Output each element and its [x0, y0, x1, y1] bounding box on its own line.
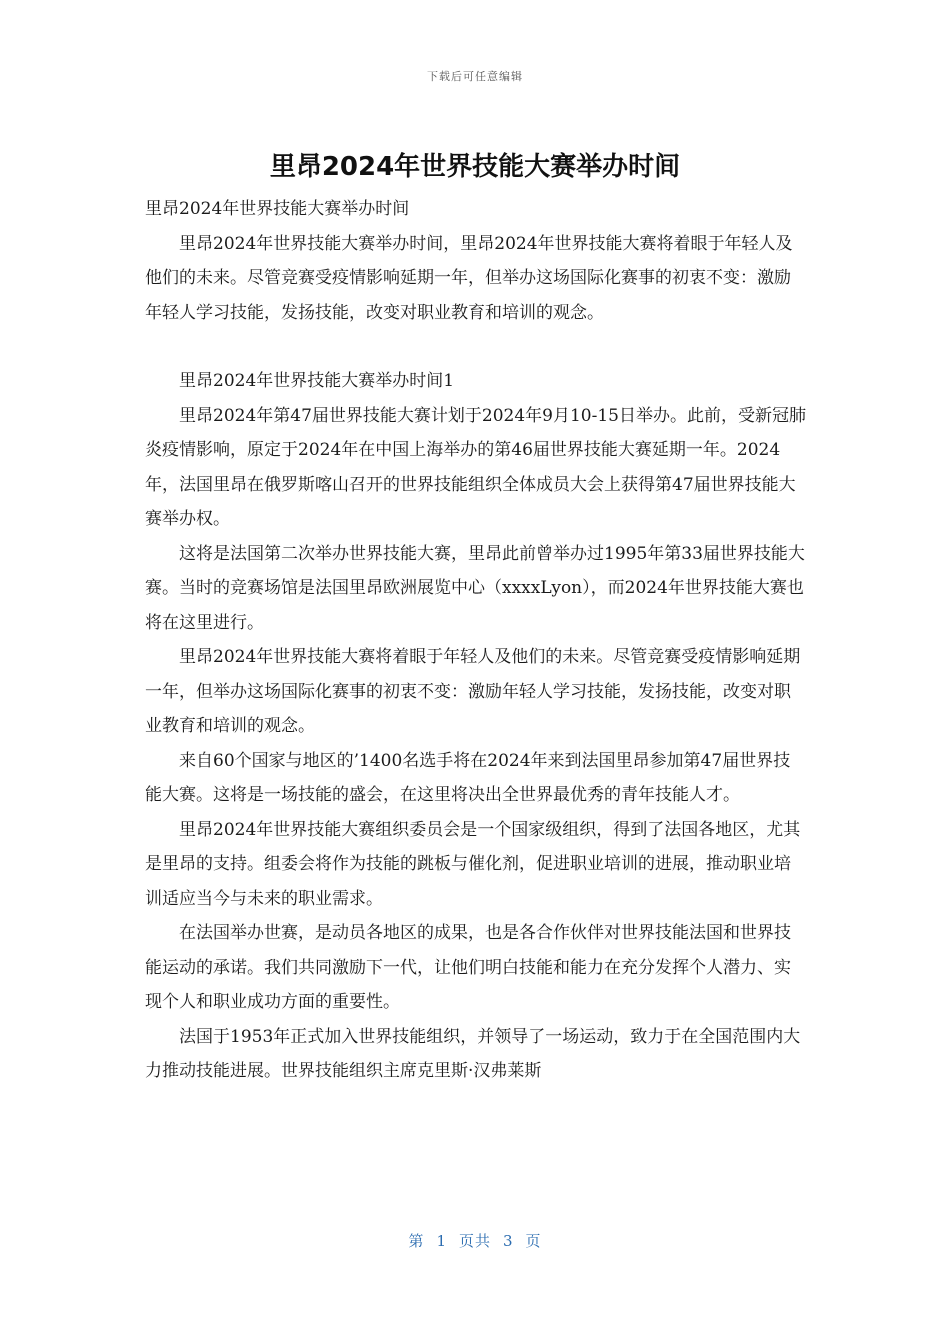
paragraph-intro: 里昂2024年世界技能大赛举办时间，里昂2024年世界技能大赛将着眼于年轻人及他们的未来。尽管竞赛受疫情影响延期一年，但举办这场国际化赛事的初衷不变：激励年轻人学习技能，发扬技能，改变对职业教育和培训的观念。 — [145, 233, 793, 323]
page-footer — [0, 1230, 950, 1251]
page-header-note: 下载后可任意编辑 — [427, 70, 523, 83]
footer-suffix: 页 — [525, 1232, 542, 1250]
paragraph: 在法国举办世赛，是动员各地区的成果，也是各合作伙伴对世界技能法国和世界技能运动的承诺。我们共同激励下一代，让他们明白技能和能力在充分发挥个人潜力、实现个人和职业成功方面的重要性。 — [145, 923, 791, 1012]
paragraph: 法国于1953年正式加入世界技能组织，并领导了一场运动，致力于在全国范围内大力推动技能进展。世界技能组织主席克里斯·汉弗莱斯 — [145, 1026, 801, 1081]
footer-middle: 页共 — [458, 1232, 491, 1250]
paragraph: 来自60个国家与地区的’1400名选手将在2024年来到法国里昂参加第47届世界技能大赛。这将是一场技能的盛会，在这里将决出全世界最优秀的青年技能人才。 — [145, 750, 791, 805]
paragraph: 里昂2024年世界技能大赛组织委员会是一个国家级组织，得到了法国各地区，尤其是里昂的支持。组委会将作为技能的跳板与催化剂，促进职业培训的进展，推动职业培训适应当今与未来的职业需求。 — [145, 819, 801, 909]
document-body — [145, 192, 807, 1089]
footer-current-page: 1 — [436, 1232, 447, 1250]
footer-prefix: 第 — [408, 1232, 425, 1250]
paragraph: 里昂2024年第47届世界技能大赛计划于2024年9月10-15日举办。此前，受新冠肺炎疫情影响，原定于2024年在中国上海举办的第46届世界技能大赛延期一年。2024年，法国里昂在俄罗斯喀山召开的世界技能组织全体成员大会上获得第47届世界技能大赛举办权。 — [145, 405, 806, 529]
paragraph: 里昂2024年世界技能大赛将着眼于年轻人及他们的未来。尽管竞赛受疫情影响延期一年，但举办这场国际化赛事的初衷不变：激励年轻人学习技能，发扬技能，改变对职业教育和培训的观念。 — [145, 647, 801, 736]
paragraph: 这将是法国第二次举办世界技能大赛，里昂此前曾举办过1995年第33届世界技能大赛。当时的竞赛场馆是法国里昂欧洲展览中心（xxxxLyon），而2024年世界技能大赛也将在这里进行。 — [145, 543, 805, 633]
paragraph-subtitle: 里昂2024年世界技能大赛举办时间 — [145, 199, 410, 219]
document-title: 里昂2024年世界技能大赛举办时间 — [269, 152, 681, 182]
section-heading: 里昂2024年世界技能大赛举办时间1 — [179, 371, 455, 391]
footer-total-pages: 3 — [503, 1232, 514, 1250]
